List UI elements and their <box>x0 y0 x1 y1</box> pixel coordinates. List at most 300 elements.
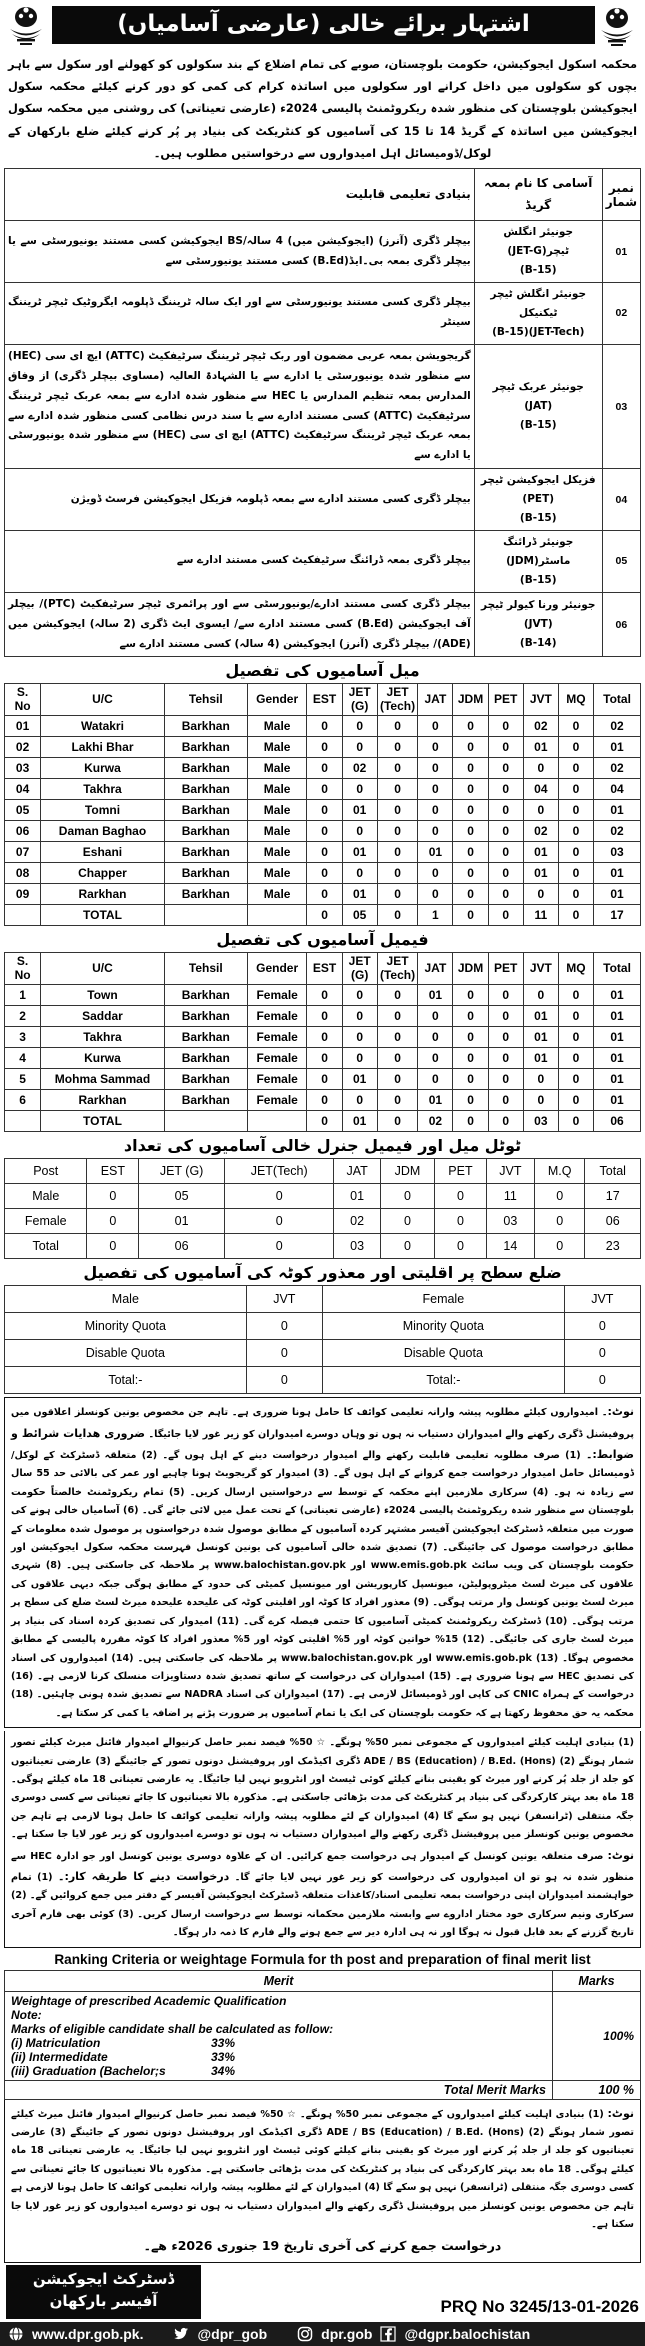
cell-tehsil: Barkhan <box>164 821 247 842</box>
page-title: اشتہار برائے خالی (عارضی آسامیاں) <box>52 6 595 44</box>
note-intro: ۔ امیدواروں کیلئے مطلوبہ پیشہ وارانہ تعلیمی کوائف کا حامل ہونا ضروری ہے۔ تاہم جن مخصوص یونین کونسلز اعلاقوں میں پروفیشنل ڈگری رکھنے والے امیدواران دستیاب نہ ہوں تو وہاں دوسرے امیدواران کو زیر غور لایا جائیگا۔ <box>11 1407 634 1440</box>
row-sno: 06 <box>602 592 640 657</box>
cell-mq: 0 <box>558 800 593 821</box>
cell-mq: 0 <box>558 1048 593 1069</box>
cell-pet: 0 <box>488 1069 523 1090</box>
vacancy-col-5: JET (G) <box>342 953 377 985</box>
vacancy-col-6: JET (Tech) <box>377 953 418 985</box>
table-row <box>5 758 641 779</box>
cell-jvt: 14 <box>486 1234 534 1259</box>
row-sno: 01 <box>602 221 640 283</box>
vacancy-col-4: EST <box>307 684 342 716</box>
cell-est: 0 <box>307 905 342 926</box>
social-bar <box>0 2322 645 2346</box>
cell-sno <box>5 1111 41 1132</box>
cell-mq: 0 <box>558 1027 593 1048</box>
vacancy-col-8: JDM <box>453 684 488 716</box>
cell-jet_g: 0 <box>342 985 377 1006</box>
cell-jdm: 0 <box>453 842 488 863</box>
cell-jvt: 03 <box>486 1209 534 1234</box>
cell-female-label: Disable Quota <box>322 1340 564 1367</box>
cell-sno: 07 <box>5 842 41 863</box>
cell-pet: 0 <box>488 779 523 800</box>
cell-gender: Male <box>247 821 307 842</box>
cell-jat: 01 <box>334 1184 380 1209</box>
cell-jat: 02 <box>334 1209 380 1234</box>
cell-tehsil: Barkhan <box>164 1048 247 1069</box>
bottom-note-body: (1) بنیادی اہلیت کیلئے امیدواروں کے مجموعی نمبر 50% ہونگے۔ ☆ 50% فیصد نمبر حاصل کرنیوالے امیدوار فائنل میرٹ کیلئے تصور شمار ہونگے (2) ADE / BS (Education) / B.Ed. (Hons) ڈگری اکیڈمک اور پروفیشنل دونوں تصور کے جائینگے (3) عارضی تعیناتیوں کو جلد از جلد پُر کرنے اور میرٹ کو یقینی بنانے کیلئے کوئی ٹیسٹ اور انٹرویو نہیں لیا جائیگا۔ یہ عارضی تعیناتی 18 ماہ کیلئے ہوگی۔ 18 ماہ بعد بہتر کارکردگی کی بنیاد پر کنٹریکٹ کی مدت بڑھائی جاسکتی ہے۔ مذکورہ بالا تعیناتیوں کا جائے تعیناتی سے کسی دوسری جگہ منتقلی (ٹرانسفر) نہیں ہو سکے گا (4) امیدواران کے لئے مطلوبہ پیشہ وارانہ تعلیمی کوائف کا حامل ہونا لازمی ہے تاہم جن مخصوص یونین کونسلز میں پروفیشنل ڈگری رکھنے والے امیدواران دستیاب نہ ہوں تو دوسرے امیدواروں کو زیر غور لایا جا سکتا ہے۔ <box>11 2108 634 2231</box>
female-section-title: فیمیل آسامیوں کی تفصیل <box>216 930 429 950</box>
weightage-marks: 100% <box>553 1991 641 2080</box>
signature-block <box>6 2265 201 2319</box>
ranking-item-label: (ii) Intermedidate <box>11 2049 108 2064</box>
post-grade: (B-15) <box>519 264 557 277</box>
ranking-item <box>11 2036 546 2050</box>
cell-jat: 0 <box>418 800 453 821</box>
cell-jdm: 0 <box>453 1048 488 1069</box>
cell-gender: Male <box>247 842 307 863</box>
cell-jet_tech: 0 <box>377 1027 418 1048</box>
cell-jet_g: 0 <box>342 716 377 737</box>
cell-uc: Rarkhan <box>41 1090 165 1111</box>
vacancy-col-3: Gender <box>247 953 307 985</box>
cell-total: 17 <box>585 1184 641 1209</box>
cell-female-label: Total:- <box>322 1367 564 1394</box>
cell-jet_g: 0 <box>342 1090 377 1111</box>
cell-total-label: TOTAL <box>41 1111 165 1132</box>
cell-est: 0 <box>307 737 342 758</box>
cell-total: 01 <box>594 800 641 821</box>
cell-est: 0 <box>307 1111 342 1132</box>
vacancy-col-6: JET (Tech) <box>377 684 418 716</box>
cell-jet_tech: 0 <box>377 821 418 842</box>
cell-tehsil: Barkhan <box>164 985 247 1006</box>
post-grade: (B-15) <box>519 573 557 586</box>
table-row <box>5 1340 641 1367</box>
vacancy-col-2: Tehsil <box>164 684 247 716</box>
cell-jdm: 0 <box>453 758 488 779</box>
cell-est: 0 <box>307 842 342 863</box>
cell-jat: 01 <box>418 985 453 1006</box>
cell-jet_g: 0 <box>342 1006 377 1027</box>
website-text[interactable]: www.dpr.gob.pk. <box>32 2325 144 2342</box>
vacancy-col-9: PET <box>488 953 523 985</box>
cell-jvt: 0 <box>523 800 558 821</box>
cell-est: 0 <box>87 1234 139 1259</box>
qualification-table <box>4 168 641 657</box>
cell-pet: 0 <box>488 800 523 821</box>
cell-jat: 0 <box>418 863 453 884</box>
cell-tehsil: Barkhan <box>164 716 247 737</box>
cell-mq: 0 <box>558 779 593 800</box>
cell-jdm: 0 <box>453 716 488 737</box>
vacancy-col-7: JAT <box>418 684 453 716</box>
cell-total: 01 <box>594 737 641 758</box>
cell-mq: 0 <box>534 1234 585 1259</box>
cell-sno <box>5 905 41 926</box>
cell-mq: 0 <box>534 1209 585 1234</box>
summary-col-1: EST <box>87 1159 139 1184</box>
cell-total: 02 <box>594 716 641 737</box>
cell-jet_g: 01 <box>342 800 377 821</box>
cell-jat: 0 <box>418 737 453 758</box>
cell-mq: 0 <box>558 716 593 737</box>
cell-est: 0 <box>307 1027 342 1048</box>
cell-gender: Male <box>247 863 307 884</box>
cell-jdm: 0 <box>380 1234 434 1259</box>
summary-col-3: JET(Tech) <box>224 1159 333 1184</box>
cell-jdm: 0 <box>453 985 488 1006</box>
cell-gender <box>247 905 307 926</box>
cell-jvt: 03 <box>523 1111 558 1132</box>
cell-sno: 01 <box>5 716 41 737</box>
cell-jvt: 01 <box>523 1006 558 1027</box>
globe-icon <box>8 2326 24 2342</box>
cell-jet_tech: 0 <box>224 1234 333 1259</box>
cell-uc: Tomni <box>41 800 165 821</box>
note2-label: نوٹ: <box>607 1848 635 1862</box>
ranking-header-row <box>5 1970 641 1991</box>
cell-est: 0 <box>307 821 342 842</box>
cell-sno: 03 <box>5 758 41 779</box>
cell-mq: 0 <box>534 1184 585 1209</box>
cell-pet: 0 <box>488 1006 523 1027</box>
table-row <box>5 821 641 842</box>
cell-total: 01 <box>594 985 641 1006</box>
ranking-item-label: (i) Matriculation <box>11 2035 101 2050</box>
summary-table <box>4 1158 641 1259</box>
cell-jat: 0 <box>418 779 453 800</box>
cell-uc: Daman Baghao <box>41 821 165 842</box>
cell-jet_g: 05 <box>342 905 377 926</box>
quota-col-1: JVT <box>246 1286 322 1313</box>
male-section-title: میل آسامیوں کی تفصیل <box>225 661 420 681</box>
vacancy-header-row <box>5 953 641 985</box>
cell-gender: Male <box>247 884 307 905</box>
cell-jet_g: 0 <box>342 1048 377 1069</box>
summary-col-6: PET <box>435 1159 487 1184</box>
cell-uc: Mohma Sammad <box>41 1069 165 1090</box>
cell-jet_tech: 0 <box>377 737 418 758</box>
cell-jet_g: 05 <box>139 1184 225 1209</box>
table-row <box>5 469 641 531</box>
cell-jet_tech: 0 <box>377 905 418 926</box>
quota-col-3: JVT <box>564 1286 640 1313</box>
cell-mq: 0 <box>558 821 593 842</box>
cell-total: 04 <box>594 779 641 800</box>
table-row <box>5 985 641 1006</box>
cell-pet: 0 <box>488 716 523 737</box>
cell-total: 03 <box>594 842 641 863</box>
vacancy-col-10: JVT <box>523 684 558 716</box>
cell-mq: 0 <box>558 737 593 758</box>
cell-jvt: 11 <box>486 1184 534 1209</box>
cell-mq: 0 <box>558 1006 593 1027</box>
ranking-table <box>4 1970 641 2100</box>
cell-pet: 0 <box>488 737 523 758</box>
post-grade: (B-14) <box>519 637 557 650</box>
cell-jet_g: 01 <box>342 842 377 863</box>
cell-male-value: 0 <box>246 1313 322 1340</box>
cell-jat: 01 <box>418 1090 453 1111</box>
bottom-note-label: نوٹ: <box>607 2106 634 2120</box>
ranking-item <box>11 2050 546 2064</box>
vacancy-col-11: MQ <box>558 684 593 716</box>
cell-mq: 0 <box>558 863 593 884</box>
table-row <box>5 779 641 800</box>
twitter-handle[interactable]: @dpr_gob <box>197 2325 268 2342</box>
table-row <box>5 1027 641 1048</box>
ranking-total-value: 100 % <box>553 2080 641 2099</box>
cell-mq: 0 <box>558 1090 593 1111</box>
row-sno: 05 <box>602 531 640 593</box>
cell-uc: Watakri <box>41 716 165 737</box>
cell-total: 23 <box>585 1234 641 1259</box>
quota-section-title: ضلع سطح پر اقلیتی اور معذور کوٹہ کی آسامیوں کی تفصیل <box>83 1263 562 1283</box>
quota-table <box>4 1285 641 1394</box>
cell-sno: 04 <box>5 779 41 800</box>
cell-tehsil: Barkhan <box>164 884 247 905</box>
cell-jdm: 0 <box>453 1027 488 1048</box>
cell-est: 0 <box>307 758 342 779</box>
cell-jat: 1 <box>418 905 453 926</box>
cell-post: Total <box>5 1234 87 1259</box>
cell-jat: 02 <box>418 1111 453 1132</box>
cell-gender: Female <box>247 1090 307 1111</box>
cell-pet: 0 <box>435 1184 487 1209</box>
cell-sno: 05 <box>5 800 41 821</box>
ranking-merit-cell <box>5 1991 553 2080</box>
vacancy-col-12: Total <box>594 953 641 985</box>
cell-jat: 0 <box>418 884 453 905</box>
cell-jvt: 0 <box>523 758 558 779</box>
cell-jdm: 0 <box>453 1006 488 1027</box>
cell-jdm: 0 <box>453 1090 488 1111</box>
post-grade: (B-15) <box>519 512 557 525</box>
post-title: فزیکل ایجوکیشن ٹیچر (PET) <box>480 474 596 506</box>
cell-gender: Male <box>247 716 307 737</box>
row-sno: 03 <box>602 344 640 469</box>
row-sno: 02 <box>602 283 640 345</box>
cell-pet: 0 <box>488 1111 523 1132</box>
post-name <box>474 344 602 469</box>
facebook-handle[interactable]: @dgpr.balochistan <box>404 2325 531 2342</box>
cell-pet: 0 <box>488 821 523 842</box>
notes-block <box>4 1397 641 1728</box>
cell-sno: 5 <box>5 1069 41 1090</box>
cell-pet: 0 <box>488 884 523 905</box>
cell-tehsil <box>164 1111 247 1132</box>
summary-header-row <box>5 1159 641 1184</box>
cell-pet: 0 <box>488 1027 523 1048</box>
cell-jvt: 01 <box>523 737 558 758</box>
cell-jat: 0 <box>418 821 453 842</box>
cell-total: 01 <box>594 1069 641 1090</box>
cell-jdm: 0 <box>453 821 488 842</box>
cell-female-value: 0 <box>564 1313 640 1340</box>
table-row <box>5 1069 641 1090</box>
cell-jet_tech: 0 <box>224 1209 333 1234</box>
cell-gender: Female <box>247 1027 307 1048</box>
cell-mq: 0 <box>558 905 593 926</box>
cell-jet_g: 02 <box>342 758 377 779</box>
cell-jvt: 01 <box>523 1027 558 1048</box>
cell-jet_g: 0 <box>342 1027 377 1048</box>
cell-post: Male <box>5 1184 87 1209</box>
table-row <box>5 1006 641 1027</box>
cell-tehsil: Barkhan <box>164 779 247 800</box>
cell-uc: Rarkhan <box>41 884 165 905</box>
cell-total: 06 <box>585 1209 641 1234</box>
cell-tehsil <box>164 905 247 926</box>
ranking-body-row <box>5 1991 641 2080</box>
cell-total: 02 <box>594 821 641 842</box>
vacancy-col-5: JET (G) <box>342 684 377 716</box>
cell-sno: 02 <box>5 737 41 758</box>
post-title: جونیئر انگلش ٹیچر(JET-G) <box>503 226 574 258</box>
qualification-text: بیچلر ڈگری کسی مستند ادارے/یونیورسٹی سے اور پرائمری ٹیچر سرٹیفکیٹ (PTC)/ بیچلر آف ایجوکیشن (B.Ed) کسی مستند ادارے سے/ ایسوی ایٹ ڈگری (2 سالہ) ایجوکیشن میں (ADE)/ بیچلر ڈگری (آنرز) ایجوکیشن (4 سالہ) کسی مستند ادارے سے <box>5 592 475 657</box>
ranking-title: Ranking Criteria or weightage Formula for th post and preparation of final merit list <box>54 1951 591 1967</box>
cell-jdm: 0 <box>453 1069 488 1090</box>
cell-jet_tech: 0 <box>377 1069 418 1090</box>
cell-jat: 0 <box>418 758 453 779</box>
cell-pet: 0 <box>435 1234 487 1259</box>
cell-female-value: 0 <box>564 1367 640 1394</box>
cell-jdm: 0 <box>453 884 488 905</box>
prq-number: PRQ No 3245/13-01-2026 <box>440 2296 639 2316</box>
footer-row <box>0 2263 645 2319</box>
cell-total: 01 <box>594 1006 641 1027</box>
cell-sno: 08 <box>5 863 41 884</box>
cell-sno: 6 <box>5 1090 41 1111</box>
qualification-text: بیچلر ڈگری (آنرز) (ایجوکیشن میں) 4 سالہ/BS ایجوکیشن کسی مستند یونیورسٹی سے یا بیچلر ڈگری بمعہ بی۔ایڈ(B.Ed) کسی مستند یونیورسٹی سے <box>5 221 475 283</box>
cell-tehsil: Barkhan <box>164 1027 247 1048</box>
ranking-item <box>11 2064 546 2078</box>
cell-total: 17 <box>594 905 641 926</box>
cell-jet_g: 06 <box>139 1234 225 1259</box>
quota-col-0: Male <box>5 1286 247 1313</box>
deadline-text: درخواست جمع کرنے کی آخری تاریخ 19 جنوری 2026ء ھے۔ <box>143 2238 502 2254</box>
cell-jet_g: 0 <box>342 737 377 758</box>
cell-male-value: 0 <box>246 1340 322 1367</box>
cell-gender: Female <box>247 985 307 1006</box>
cell-post: Female <box>5 1209 87 1234</box>
cell-jdm: 0 <box>380 1209 434 1234</box>
cell-mq: 0 <box>558 1069 593 1090</box>
ranking-item-label: (iii) Graduation (Bachelor;s <box>11 2063 166 2078</box>
qualification-text: گریجویشن بمعہ عربی مضمون اور ربک ٹیچر ٹریننگ سرٹیفکیٹ (ATTC) ایچ ای سی (HEC) سے منظور شدہ یونیورسٹی یا ادارے سے یا الشہادۃ العالیہ (مساوی بیچلر ڈگری) از وفاق المدارس بمعہ تنظیم المدارس یا HEC سے منظور شدہ ادارے سے بمعہ عربک ٹیچر ٹریننگ سرٹیفکیٹ (ATTC) کسی مستند ادارے سے یا سند درس نظامی کسی منظور شدہ ادارے سے بمعہ عربک ٹیچر ٹریننگ سرٹیفکیٹ (ATTC) ایچ ای سی (HEC) سے منظور شدہ یونیورسٹی یا ادارے سے <box>5 344 475 469</box>
cell-pet: 0 <box>488 1090 523 1111</box>
vacancy-total-row <box>5 905 641 926</box>
twitter-icon <box>173 2326 189 2342</box>
post-name <box>474 469 602 531</box>
post-name <box>474 221 602 283</box>
instagram-handle[interactable]: dpr.gob <box>321 2325 373 2342</box>
cell-pet: 0 <box>488 985 523 1006</box>
cell-tehsil: Barkhan <box>164 842 247 863</box>
cell-est: 0 <box>307 779 342 800</box>
cell-gender: Female <box>247 1006 307 1027</box>
vacancy-col-0: S. No <box>5 684 41 716</box>
cell-sno: 06 <box>5 821 41 842</box>
cell-gender: Female <box>247 1069 307 1090</box>
vacancy-col-0: S. No <box>5 953 41 985</box>
table-row <box>5 800 641 821</box>
table-row <box>5 1090 641 1111</box>
ranking-item-value: 33% <box>211 2049 236 2064</box>
cell-est: 0 <box>87 1184 139 1209</box>
vacancy-col-11: MQ <box>558 953 593 985</box>
vacancy-col-9: PET <box>488 684 523 716</box>
cell-est: 0 <box>307 863 342 884</box>
table-row <box>5 1313 641 1340</box>
cell-est: 0 <box>307 1069 342 1090</box>
cell-jat: 0 <box>418 1027 453 1048</box>
ranking-note-text: Marks of eligible candidate shall be calculated as follow: <box>11 2021 334 2036</box>
cell-jet_tech: 0 <box>377 1111 418 1132</box>
cell-male-label: Total:- <box>5 1367 247 1394</box>
cell-gender: Male <box>247 779 307 800</box>
cell-jvt: 01 <box>523 1048 558 1069</box>
notes-paragraph <box>11 1401 634 1723</box>
cell-female-label: Minority Quota <box>322 1313 564 1340</box>
summary-col-8: M.Q <box>534 1159 585 1184</box>
cell-est: 0 <box>307 1048 342 1069</box>
cell-jat: 0 <box>418 1069 453 1090</box>
cell-jet_tech: 0 <box>377 863 418 884</box>
qualification-text: بیچلر ڈگری کسی مستند ادارے سے بمعہ ڈپلومہ فزیکل ایجوکیشن فرسٹ ڈویژن <box>5 469 475 531</box>
table-row <box>5 531 641 593</box>
cell-sno: 1 <box>5 985 41 1006</box>
table-row <box>5 737 641 758</box>
row-sno: 04 <box>602 469 640 531</box>
header-qualification: بنیادی تعلیمی قابلیت <box>5 169 475 221</box>
instagram-icon <box>297 2326 313 2342</box>
cell-total: 01 <box>594 884 641 905</box>
cell-uc: Takhra <box>41 1027 165 1048</box>
cell-pet: 0 <box>488 842 523 863</box>
cell-jvt: 02 <box>523 821 558 842</box>
table-row <box>5 842 641 863</box>
cell-jet_tech: 0 <box>377 1048 418 1069</box>
cell-male-label: Disable Quota <box>5 1340 247 1367</box>
qualification-text: بیچلر ڈگری بمعہ ڈرائنگ سرٹیفکیٹ کسی مستند ادارے سے <box>5 531 475 593</box>
procedure-heading: درخواست دینے کا طریقہ کار:۔ <box>58 1869 230 1883</box>
signature-line-2: آفیسر بارکھان <box>49 2292 158 2311</box>
cell-est: 0 <box>87 1209 139 1234</box>
cell-jet_g: 01 <box>342 1111 377 1132</box>
cell-jdm: 0 <box>453 905 488 926</box>
male-vacancy-table <box>4 683 641 926</box>
vacancy-col-2: Tehsil <box>164 953 247 985</box>
cell-jvt: 0 <box>523 985 558 1006</box>
table-row <box>5 221 641 283</box>
cell-total: 01 <box>594 1090 641 1111</box>
table-row <box>5 1367 641 1394</box>
summary-col-7: JVT <box>486 1159 534 1184</box>
cell-uc: Takhra <box>41 779 165 800</box>
cell-gender <box>247 1111 307 1132</box>
cell-jvt: 0 <box>523 884 558 905</box>
cell-sno: 09 <box>5 884 41 905</box>
cell-jet_g: 0 <box>342 779 377 800</box>
table-row <box>5 1184 641 1209</box>
ranking-item-value: 33% <box>211 2035 236 2050</box>
cell-male-label: Minority Quota <box>5 1313 247 1340</box>
table-row <box>5 283 641 345</box>
page-header <box>0 0 645 48</box>
qualification-table-header-row <box>5 169 641 221</box>
